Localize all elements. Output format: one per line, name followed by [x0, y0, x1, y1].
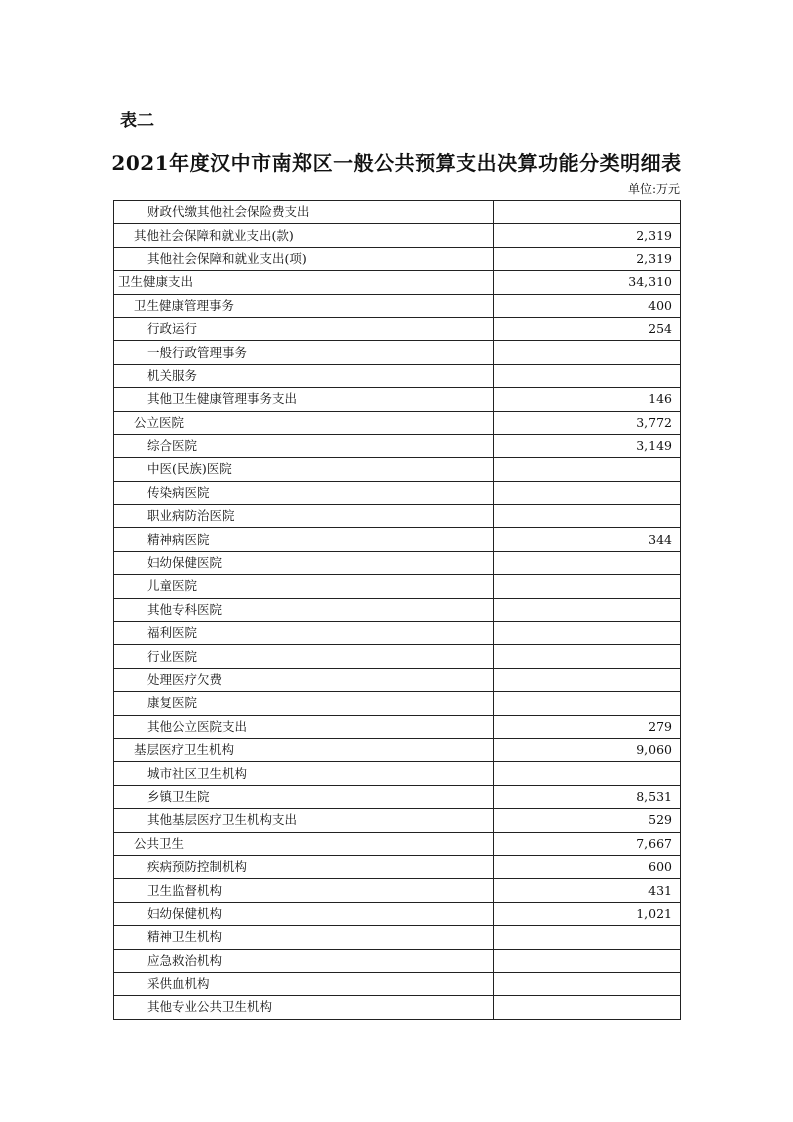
row-amount — [494, 364, 681, 387]
table-row — [114, 809, 681, 832]
row-amount — [494, 762, 681, 785]
table-row — [114, 738, 681, 761]
row-item-name: 精神卫生机构 — [114, 926, 494, 949]
table-row — [114, 575, 681, 598]
table-row — [114, 926, 681, 949]
row-item-name: 其他专业公共卫生机构 — [114, 996, 494, 1019]
table-row — [114, 481, 681, 504]
table-row — [114, 317, 681, 340]
table-row — [114, 224, 681, 247]
row-amount: 34,310 — [494, 271, 681, 294]
row-item-name: 卫生健康管理事务 — [114, 294, 494, 317]
row-item-name: 公立医院 — [114, 411, 494, 434]
row-item-name: 机关服务 — [114, 364, 494, 387]
row-amount: 1,021 — [494, 902, 681, 925]
table-row — [114, 762, 681, 785]
table-row — [114, 972, 681, 995]
row-item-name: 儿童医院 — [114, 575, 494, 598]
row-amount — [494, 458, 681, 481]
row-amount — [494, 551, 681, 574]
table-row — [114, 201, 681, 224]
row-amount: 3,149 — [494, 434, 681, 457]
table-row — [114, 855, 681, 878]
row-item-name: 传染病医院 — [114, 481, 494, 504]
row-item-name: 其他基层医疗卫生机构支出 — [114, 809, 494, 832]
unit-note: 单位:万元 — [627, 182, 680, 196]
row-amount: 7,667 — [494, 832, 681, 855]
row-amount: 254 — [494, 317, 681, 340]
table-row — [114, 364, 681, 387]
row-item-name: 卫生健康支出 — [114, 271, 494, 294]
row-item-name: 处理医疗欠费 — [114, 668, 494, 691]
row-amount: 600 — [494, 855, 681, 878]
row-amount: 146 — [494, 388, 681, 411]
row-item-name: 其他专科医院 — [114, 598, 494, 621]
row-item-name: 公共卫生 — [114, 832, 494, 855]
row-item-name: 其他公立医院支出 — [114, 715, 494, 738]
row-amount: 9,060 — [494, 738, 681, 761]
row-amount — [494, 575, 681, 598]
row-amount: 2,319 — [494, 247, 681, 270]
row-item-name: 卫生监督机构 — [114, 879, 494, 902]
expenditure-table — [113, 200, 681, 1020]
row-amount: 344 — [494, 528, 681, 551]
row-amount: 279 — [494, 715, 681, 738]
row-item-name: 康复医院 — [114, 692, 494, 715]
table-row — [114, 668, 681, 691]
table-row — [114, 411, 681, 434]
row-amount — [494, 481, 681, 504]
table-row — [114, 622, 681, 645]
row-amount — [494, 598, 681, 621]
table-row — [114, 902, 681, 925]
row-amount: 431 — [494, 879, 681, 902]
table-row — [114, 692, 681, 715]
row-amount — [494, 622, 681, 645]
row-amount: 3,772 — [494, 411, 681, 434]
row-amount: 2,319 — [494, 224, 681, 247]
row-item-name: 财政代缴其他社会保险费支出 — [114, 201, 494, 224]
row-item-name: 其他社会保障和就业支出(项) — [114, 247, 494, 270]
table-row — [114, 388, 681, 411]
row-item-name: 妇幼保健医院 — [114, 551, 494, 574]
row-amount — [494, 201, 681, 224]
row-item-name: 应急救治机构 — [114, 949, 494, 972]
row-amount — [494, 972, 681, 995]
table-row — [114, 341, 681, 364]
row-amount — [494, 645, 681, 668]
table-label: 表二 — [120, 111, 154, 131]
table-row — [114, 785, 681, 808]
table-row — [114, 996, 681, 1019]
row-amount — [494, 926, 681, 949]
table-row — [114, 505, 681, 528]
row-amount — [494, 668, 681, 691]
row-amount — [494, 692, 681, 715]
table-row — [114, 949, 681, 972]
table-row — [114, 598, 681, 621]
row-item-name: 基层医疗卫生机构 — [114, 738, 494, 761]
row-item-name: 一般行政管理事务 — [114, 341, 494, 364]
row-item-name: 采供血机构 — [114, 972, 494, 995]
row-item-name: 妇幼保健机构 — [114, 902, 494, 925]
row-amount: 8,531 — [494, 785, 681, 808]
row-item-name: 其他卫生健康管理事务支出 — [114, 388, 494, 411]
row-amount — [494, 996, 681, 1019]
table-row — [114, 434, 681, 457]
row-amount — [494, 949, 681, 972]
table-row — [114, 832, 681, 855]
row-item-name: 行业医院 — [114, 645, 494, 668]
table-row — [114, 645, 681, 668]
table-row — [114, 247, 681, 270]
row-amount — [494, 341, 681, 364]
page-title: 2021年度汉中市南郑区一般公共预算支出决算功能分类明细表 — [111, 151, 682, 175]
row-item-name: 行政运行 — [114, 317, 494, 340]
table-body — [114, 201, 681, 1020]
table-row — [114, 458, 681, 481]
table-row — [114, 551, 681, 574]
table-row — [114, 528, 681, 551]
table-row — [114, 271, 681, 294]
row-amount: 529 — [494, 809, 681, 832]
row-amount: 400 — [494, 294, 681, 317]
row-item-name: 乡镇卫生院 — [114, 785, 494, 808]
row-item-name: 综合医院 — [114, 434, 494, 457]
row-item-name: 精神病医院 — [114, 528, 494, 551]
table-row — [114, 879, 681, 902]
table-row — [114, 294, 681, 317]
row-amount — [494, 505, 681, 528]
row-item-name: 福利医院 — [114, 622, 494, 645]
row-item-name: 其他社会保障和就业支出(款) — [114, 224, 494, 247]
row-item-name: 疾病预防控制机构 — [114, 855, 494, 878]
row-item-name: 城市社区卫生机构 — [114, 762, 494, 785]
row-item-name: 职业病防治医院 — [114, 505, 494, 528]
table-row — [114, 715, 681, 738]
row-item-name: 中医(民族)医院 — [114, 458, 494, 481]
